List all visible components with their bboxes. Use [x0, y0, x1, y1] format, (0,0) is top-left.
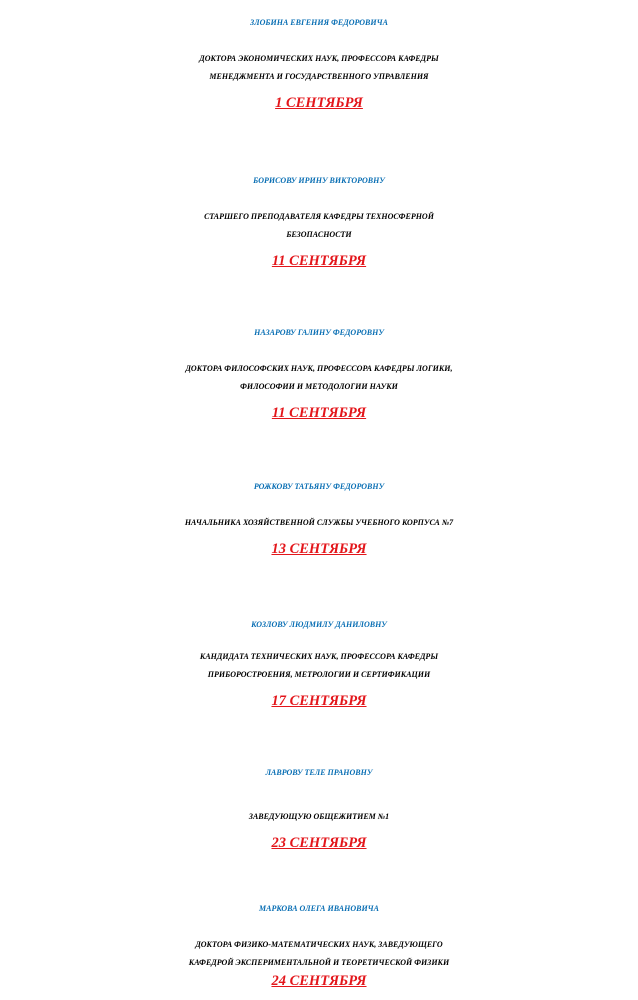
- person-name: ЗЛОБИНА ЕВГЕНИЯ ФЕДОРОВИЧА: [250, 18, 388, 27]
- person-name: БОРИСОВУ ИРИНУ ВИКТОРОВНУ: [253, 176, 385, 185]
- entry-kozlova: [0, 604, 638, 710]
- position-line: КАФЕДРОЙ ЭКСПЕРИМЕНТАЛЬНОЙ И ТЕОРЕТИЧЕСКОЙ ФИЗИКИ: [188, 958, 450, 967]
- entry-markov: [0, 888, 638, 990]
- position-line: ПРИБОРОСТРОЕНИЯ, МЕТРОЛОГИИ И СЕРТИФИКАЦИИ: [207, 670, 431, 679]
- entry-borisova: [0, 160, 638, 270]
- birthday-date: 17 СЕНТЯБРЯ: [271, 693, 367, 709]
- person-name: НАЗАРОВУ ГАЛИНУ ФЕДОРОВНУ: [254, 328, 384, 337]
- position-line: КАНДИДАТА ТЕХНИЧЕСКИХ НАУК, ПРОФЕССОРА КАФЕДРЫ: [199, 652, 439, 661]
- person-name: ЛАВРОВУ ТЕЛЕ ПРАНОВНУ: [265, 768, 373, 777]
- birthday-date: 11 СЕНТЯБРЯ: [271, 253, 367, 269]
- person-name: РОЖКОВУ ТАТЬЯНУ ФЕДОРОВНУ: [253, 482, 385, 491]
- person-position: [0, 936, 638, 972]
- person-position: [0, 50, 638, 86]
- entry-zlobin: [0, 2, 638, 112]
- person-position: [0, 648, 638, 684]
- entry-nazarova: [0, 312, 638, 422]
- birthday-date: 1 СЕНТЯБРЯ: [275, 95, 363, 111]
- person-position: [0, 360, 638, 396]
- person-name: МАРКОВА ОЛЕГА ИВАНОВИЧА: [259, 904, 379, 913]
- birthday-date: 11 СЕНТЯБРЯ: [271, 405, 367, 421]
- person-position: [0, 808, 638, 826]
- position-line: ДОКТОРА ФИЛОСОФСКИХ НАУК, ПРОФЕССОРА КАФЕДРЫ ЛОГИКИ,: [185, 364, 453, 373]
- position-line: СТАРШЕГО ПРЕПОДАВАТЕЛЯ КАФЕДРЫ ТЕХНОСФЕРНОЙ: [204, 212, 434, 221]
- position-line: ДОКТОРА ФИЗИКО-МАТЕМАТИЧЕСКИХ НАУК, ЗАВЕДУЮЩЕГО: [195, 940, 443, 949]
- person-name: КОЗЛОВУ ЛЮДМИЛУ ДАНИЛОВНУ: [251, 620, 387, 629]
- position-line: НАЧАЛЬНИКА ХОЗЯЙСТВЕННОЙ СЛУЖБЫ УЧЕБНОГО КОРПУСА №7: [184, 518, 454, 527]
- person-position: [0, 514, 638, 532]
- position-line: ЗАВЕДУЮЩУЮ ОБЩЕЖИТИЕМ №1: [248, 812, 390, 821]
- entry-rozhkova: [0, 466, 638, 558]
- birthday-date: 13 СЕНТЯБРЯ: [271, 541, 367, 557]
- birthday-date: 23 СЕНТЯБРЯ: [271, 835, 367, 851]
- position-line: БЕЗОПАСНОСТИ: [286, 230, 352, 239]
- birthday-date: 24 СЕНТЯБРЯ: [271, 973, 367, 989]
- position-line: ДОКТОРА ЭКОНОМИЧЕСКИХ НАУК, ПРОФЕССОРА КАФЕДРЫ: [199, 54, 439, 63]
- position-line: МЕНЕДЖМЕНТА И ГОСУДАРСТВЕННОГО УПРАВЛЕНИЯ: [209, 72, 429, 81]
- person-position: [0, 208, 638, 244]
- position-line: ФИЛОСОФИИ И МЕТОДОЛОГИИ НАУКИ: [240, 382, 398, 391]
- entry-lavrova: [0, 752, 638, 852]
